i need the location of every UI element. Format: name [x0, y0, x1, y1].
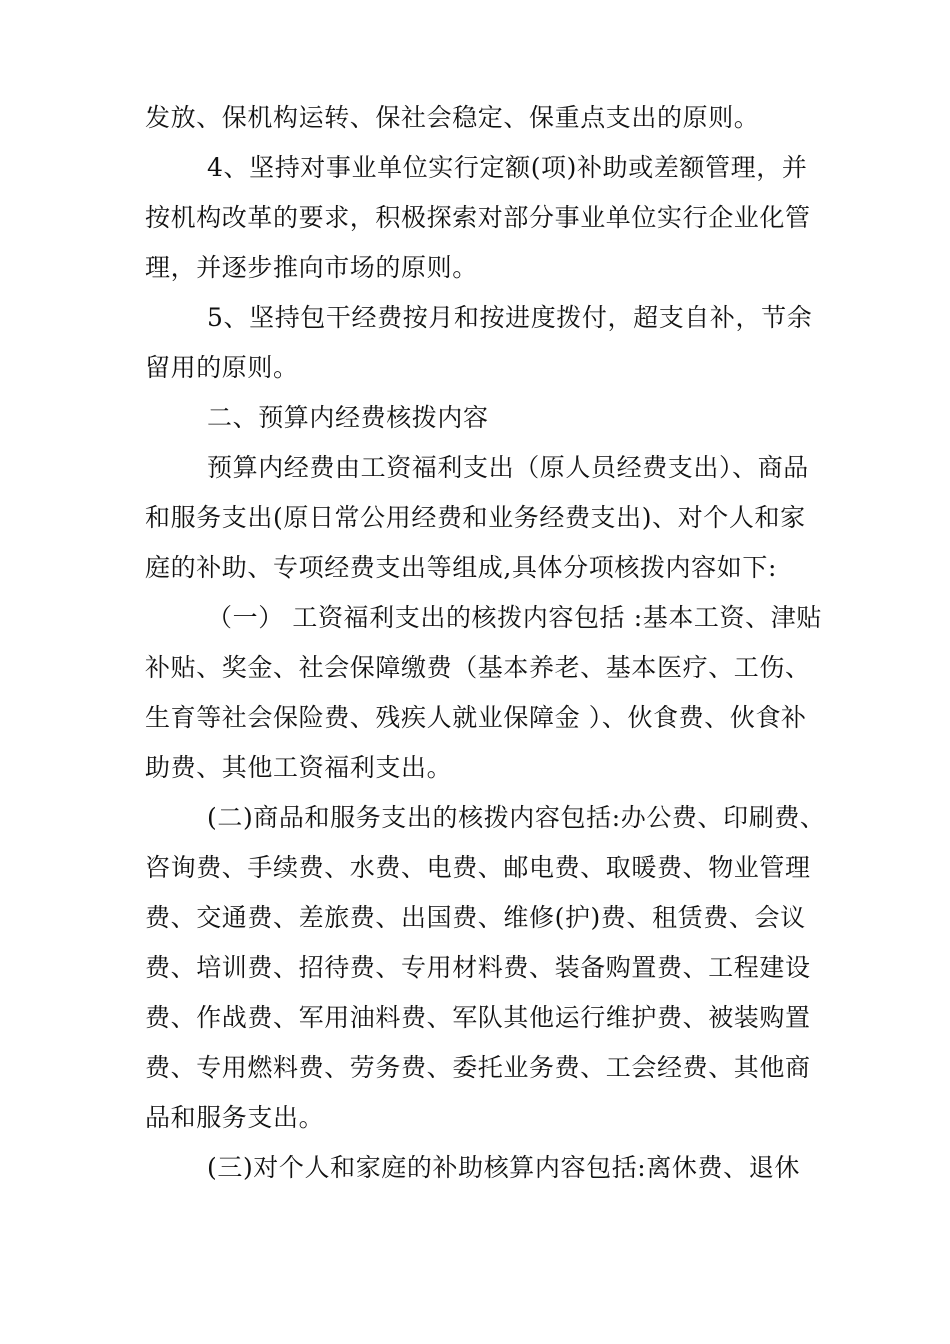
text-line: 费、交通费、差旅费、出国费、维修(护)费、租赁费、会议: [145, 903, 806, 932]
section-heading: 二、预算内经费核拨内容: [207, 403, 489, 432]
text-line: 生育等社会保险费、残疾人就业保障金 ）、伙食费、伙食补: [145, 703, 807, 732]
text-line: (二)商品和服务支出的核拨内容包括:办公费、印刷费、: [207, 803, 826, 832]
text-line: 预算内经费由工资福利支出（原人员经费支出）、商品: [207, 453, 809, 482]
text-line: 5、坚持包干经费按月和按进度拨付，超支自补，节余: [207, 303, 813, 332]
text-line: 和服务支出(原日常公用经费和业务经费支出)、对个人和家: [145, 503, 806, 532]
text-line: 庭的补助、专项经费支出等组成,具体分项核拨内容如下:: [145, 553, 777, 582]
text-line: 咨询费、手续费、水费、电费、邮电费、取暖费、物业管理: [145, 853, 811, 882]
text-line: 发放、保机构运转、保社会稳定、保重点支出的原则。: [145, 103, 760, 132]
text-line: 品和服务支出。: [145, 1103, 325, 1132]
text-line: 补贴、奖金、社会保障缴费（基本养老、基本医疗、工伤、: [145, 653, 811, 682]
text-line: 4、坚持对事业单位实行定额(项)补助或差额管理，并: [207, 153, 808, 182]
text-line: 费、作战费、军用油料费、军队其他运行维护费、被装购置: [145, 1003, 811, 1032]
text-line: 留用的原则。: [145, 353, 299, 382]
text-line: 助费、其他工资福利支出。: [145, 753, 453, 782]
text-line: 按机构改革的要求，积极探索对部分事业单位实行企业化管: [145, 203, 811, 232]
text-line: （一） 工资福利支出的核拨内容包括 :基本工资、津贴: [207, 603, 822, 632]
text-line: 理，并逐步推向市场的原则。: [145, 253, 478, 282]
text-line: 费、培训费、招待费、专用材料费、装备购置费、工程建设: [145, 953, 811, 982]
text-line: 费、专用燃料费、劳务费、委托业务费、工会经费、其他商: [145, 1053, 811, 1082]
text-line: (三)对个人和家庭的补助核算内容包括:离休费、退休: [207, 1153, 800, 1182]
